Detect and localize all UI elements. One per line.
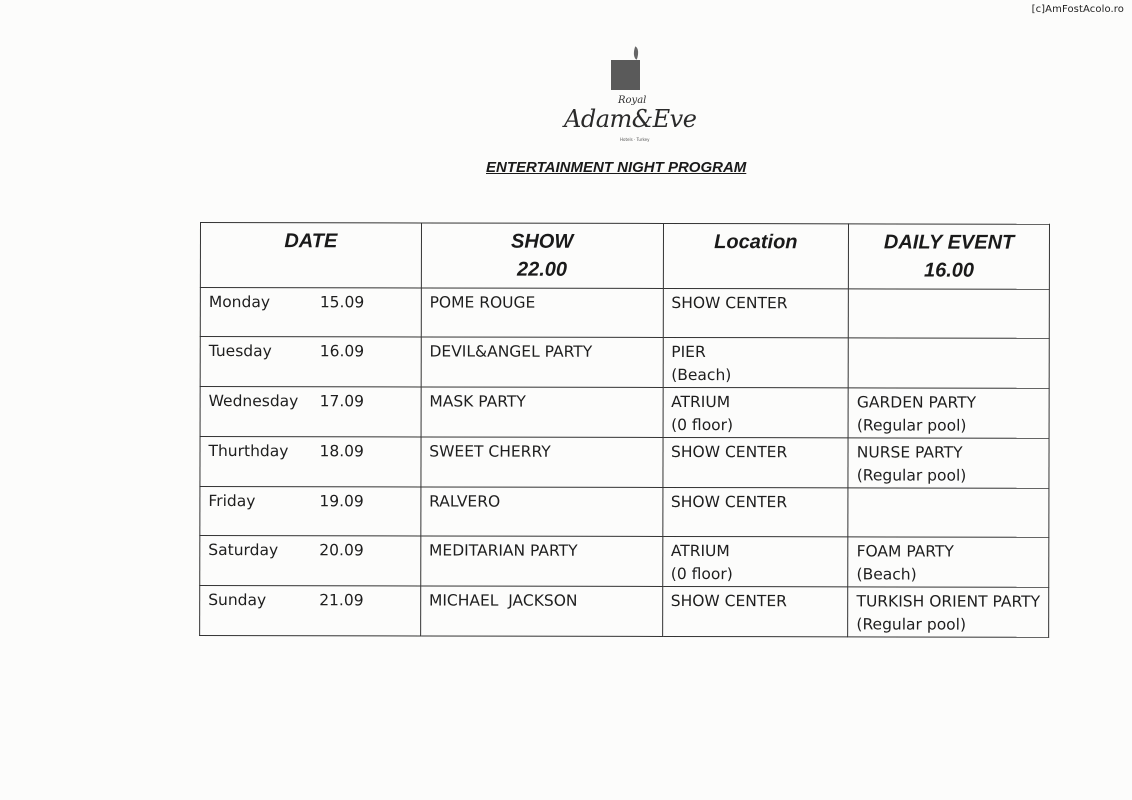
location-cell: ATRIUM (0 floor)	[663, 387, 849, 437]
apple-leaf-icon	[631, 46, 641, 59]
show-cell: MASK PARTY	[421, 387, 663, 438]
header-location: Location	[663, 223, 849, 288]
location-cell: SHOW CENTER	[662, 437, 848, 487]
table-row	[200, 487, 1049, 538]
date-cell: Sunday 21.09	[200, 586, 421, 636]
header-show: SHOW 22.00	[421, 223, 663, 289]
date-cell: Tuesday 16.09	[200, 337, 421, 387]
event-cell: TURKISH ORIENT PARTY (Regular pool)	[848, 587, 1049, 637]
location-cell: SHOW CENTER	[663, 288, 849, 337]
show-cell: SWEET CHERRY	[421, 437, 663, 488]
show-cell: RALVERO	[421, 487, 663, 537]
table-row	[200, 387, 1049, 439]
event-cell	[848, 488, 1049, 537]
table-row	[200, 536, 1049, 588]
table-row	[200, 437, 1049, 489]
date-cell: Thurthday 18.09	[200, 437, 421, 487]
date-cell: Friday 19.09	[200, 487, 421, 536]
watermark: [c]AmFostAcolo.ro	[1031, 4, 1124, 15]
location-cell: SHOW CENTER	[662, 487, 848, 536]
logo-royal-text: Royal	[618, 95, 647, 106]
apple-square-icon	[611, 60, 640, 90]
event-cell	[849, 289, 1050, 338]
date-cell: Monday 15.09	[200, 288, 421, 337]
table-header-row	[200, 223, 1049, 290]
event-cell	[848, 338, 1049, 388]
event-cell: NURSE PARTY (Regular pool)	[848, 438, 1049, 488]
location-cell: ATRIUM (0 floor)	[662, 536, 848, 586]
hotel-logo	[560, 45, 697, 155]
location-cell: PIER (Beach)	[663, 337, 849, 387]
table-row	[200, 337, 1049, 389]
show-cell: POME ROUGE	[421, 288, 663, 338]
show-cell: MEDITARIAN PARTY	[420, 536, 662, 587]
logo-name-text: Adam&Eve	[564, 105, 697, 133]
location-cell: SHOW CENTER	[662, 586, 848, 636]
table-row	[200, 288, 1049, 339]
document-title: ENTERTAINMENT NIGHT PROGRAM	[486, 159, 747, 176]
header-date: DATE	[200, 223, 421, 288]
date-cell: Wednesday 17.09	[200, 387, 421, 437]
logo-tagline: Hotels · Turkey	[620, 137, 650, 142]
program-table	[199, 222, 1050, 638]
header-daily-event: DAILY EVENT 16.00	[849, 224, 1050, 289]
show-cell: MICHAEL JACKSON	[420, 586, 662, 637]
show-cell: DEVIL&ANGEL PARTY	[421, 337, 663, 388]
event-cell: GARDEN PARTY (Regular pool)	[848, 388, 1049, 438]
date-cell: Saturday 20.09	[200, 536, 421, 586]
table-row	[200, 586, 1049, 638]
event-cell: FOAM PARTY (Beach)	[848, 537, 1049, 587]
